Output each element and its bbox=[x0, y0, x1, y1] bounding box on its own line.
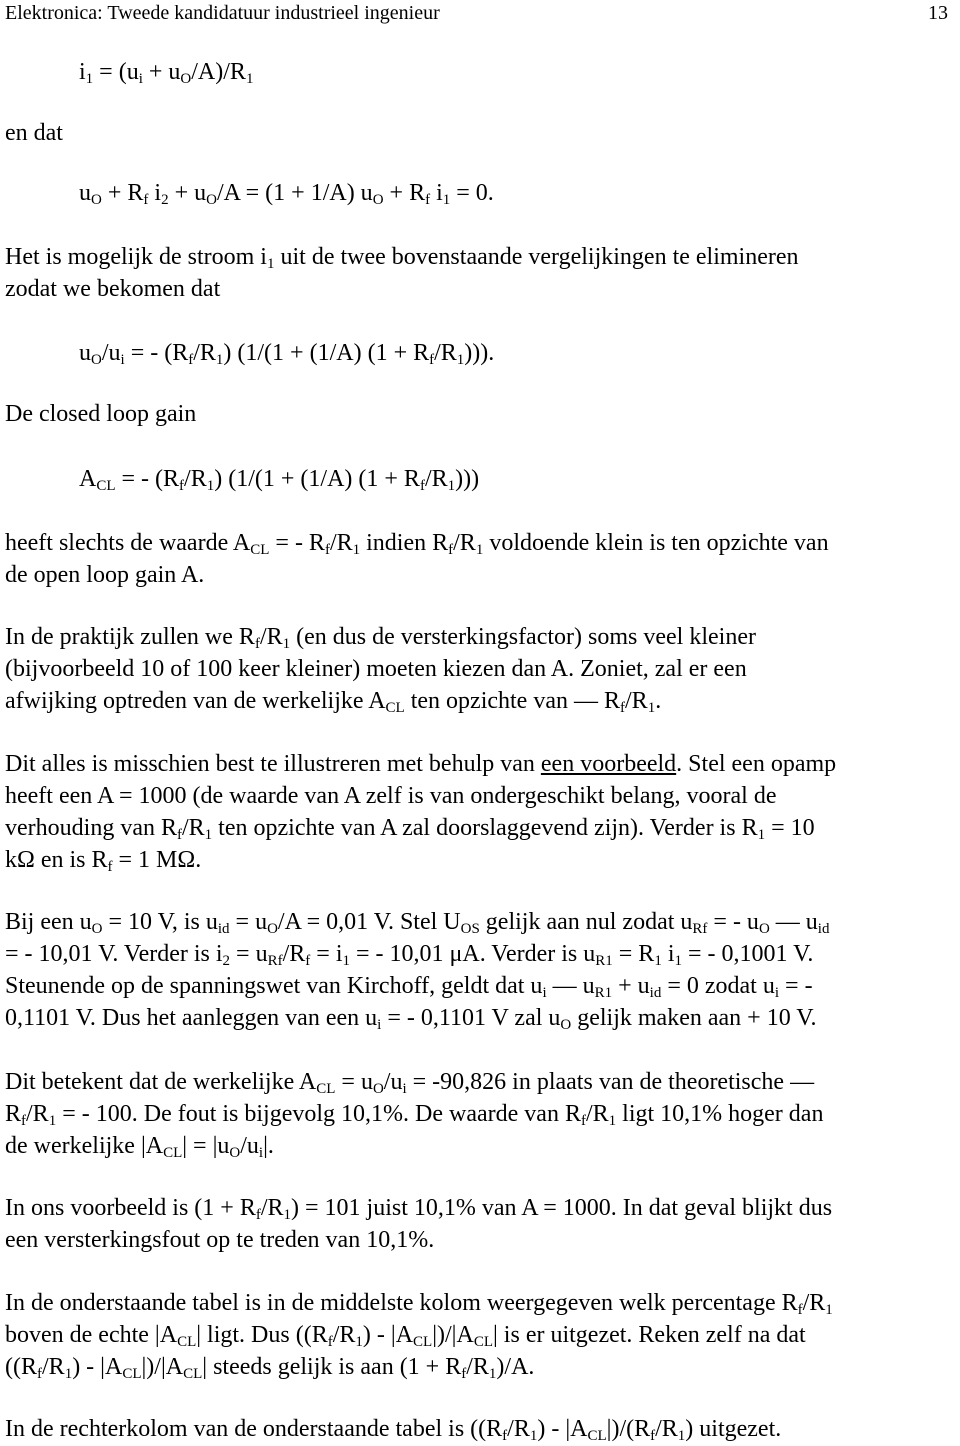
text-en-dat: en dat bbox=[5, 120, 63, 146]
paragraph-9: In de rechterkolom van de onderstaande tabel is $((R_f/R_1) - |A_{CL}|)/(R_f/R_1)$ uitgezet. bbox=[5, 1416, 782, 1444]
equation-4: $A_{CL}$ = - $(R_f/R_1) (1/(1 + (1/A) (1 + R_f/R_1)))$ bbox=[79, 466, 480, 494]
header-title: Elektronica: Tweede kandidatuur industrieel ingenieur bbox=[5, 2, 440, 24]
equation-1: $i_1 = (u_i + u_O/A)/R_1$ bbox=[79, 59, 254, 87]
page-number: 13 bbox=[928, 2, 948, 24]
equation-2: $u_O + R_f$ $i_2 + u_O/A = (1 + 1/A) u_O + R_f$ $i_1 = 0$. bbox=[79, 180, 494, 208]
equation-3: $u_O/u_i$ = - $(R_f/R_1) (1/(1 + (1/A) (1 + R_f/R_1)))$. bbox=[79, 340, 495, 368]
text-closed-loop-gain: De closed loop gain bbox=[5, 401, 197, 427]
